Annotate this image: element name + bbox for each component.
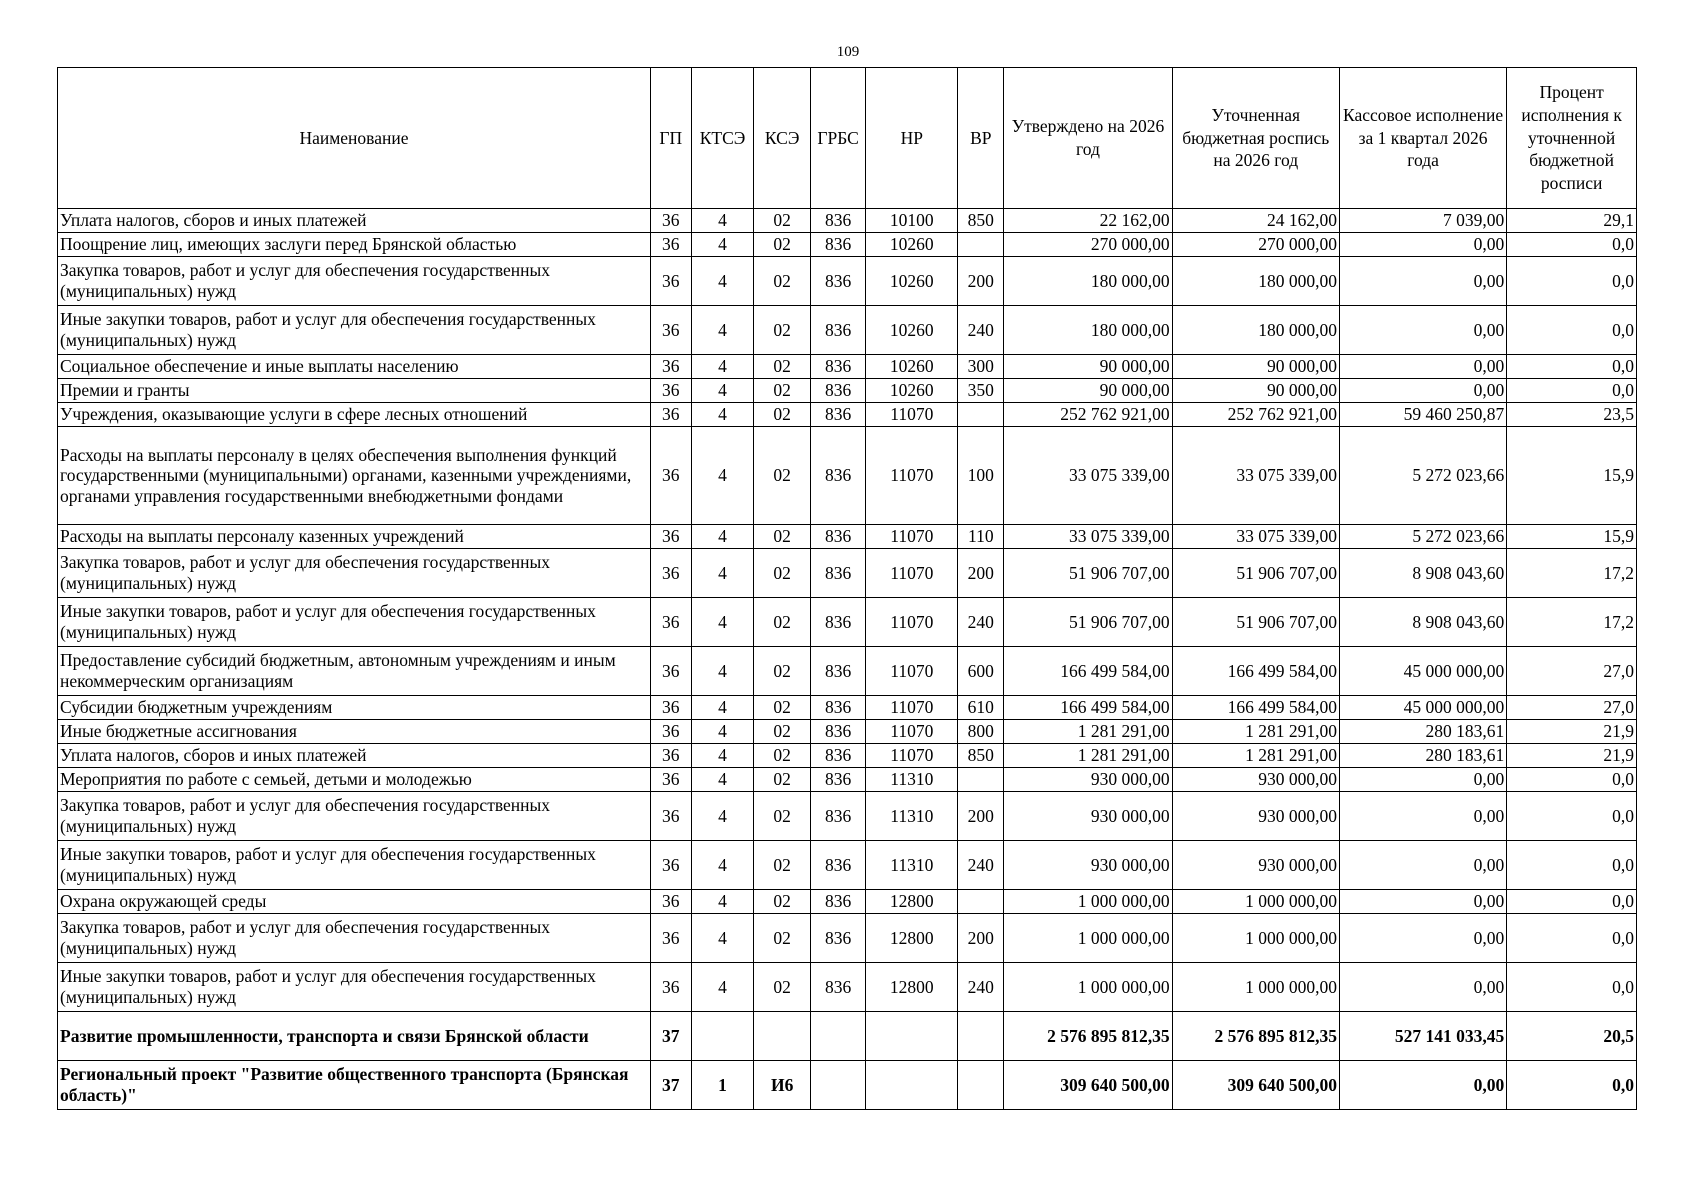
cell-name: Предоставление субсидий бюджетным, автономным учреждениям и иным некоммерческим организациям [58,647,651,696]
cell-approved: 180 000,00 [1004,306,1172,355]
cell-gp: 36 [650,525,691,549]
cell-name: Закупка товаров, работ и услуг для обеспечения государственных (муниципальных) нужд [58,257,651,306]
table-row [58,914,1637,963]
page-number: 109 [836,44,860,60]
cell-approved: 1 000 000,00 [1004,963,1172,1012]
cell-ktse: 4 [691,841,754,890]
cell-percent: 0,0 [1507,768,1637,792]
cell-name: Иные закупки товаров, работ и услуг для обеспечения государственных (муниципальных) нужд [58,306,651,355]
cell-vr: 240 [958,841,1004,890]
cell-percent: 21,9 [1507,720,1637,744]
cell-approved: 180 000,00 [1004,257,1172,306]
cell-gp: 36 [650,598,691,647]
cell-grbs [810,1012,865,1061]
cell-ktse: 1 [691,1061,754,1110]
cell-nr: 12800 [866,890,958,914]
header-gp: ГП [650,68,691,209]
cell-refined: 309 640 500,00 [1172,1061,1339,1110]
cell-cash: 8 908 043,60 [1339,598,1506,647]
cell-percent: 0,0 [1507,306,1637,355]
cell-refined: 930 000,00 [1172,792,1339,841]
header-cash: Кассовое исполнение за 1 квартал 2026 года [1339,68,1506,209]
header-vr: ВР [958,68,1004,209]
budget-table [57,67,1637,1110]
cell-refined: 90 000,00 [1172,355,1339,379]
cell-cash: 0,00 [1339,379,1506,403]
table-body [58,209,1637,1110]
cell-ktse: 4 [691,403,754,427]
cell-refined: 180 000,00 [1172,306,1339,355]
cell-kse: И6 [754,1061,810,1110]
table-row [58,647,1637,696]
table-row [58,1012,1637,1061]
cell-vr [958,403,1004,427]
cell-cash: 0,00 [1339,768,1506,792]
cell-grbs: 836 [810,549,865,598]
cell-kse: 02 [754,744,810,768]
cell-refined: 270 000,00 [1172,233,1339,257]
cell-percent: 27,0 [1507,696,1637,720]
cell-percent: 15,9 [1507,525,1637,549]
cell-cash: 0,00 [1339,914,1506,963]
cell-nr: 11070 [866,696,958,720]
cell-gp: 36 [650,549,691,598]
cell-nr: 11070 [866,720,958,744]
cell-ktse: 4 [691,525,754,549]
cell-ktse: 4 [691,257,754,306]
cell-name: Закупка товаров, работ и услуг для обеспечения государственных (муниципальных) нужд [58,914,651,963]
cell-nr: 10260 [866,233,958,257]
cell-kse: 02 [754,647,810,696]
cell-refined: 166 499 584,00 [1172,647,1339,696]
cell-name: Учреждения, оказывающие услуги в сфере лесных отношений [58,403,651,427]
cell-nr: 10260 [866,379,958,403]
cell-percent: 17,2 [1507,598,1637,647]
cell-vr: 610 [958,696,1004,720]
cell-nr: 11310 [866,792,958,841]
cell-nr: 12800 [866,914,958,963]
cell-name: Охрана окружающей среды [58,890,651,914]
cell-kse: 02 [754,720,810,744]
cell-vr: 850 [958,744,1004,768]
cell-approved: 930 000,00 [1004,841,1172,890]
cell-kse: 02 [754,209,810,233]
cell-name: Мероприятия по работе с семьей, детьми и молодежью [58,768,651,792]
cell-ktse [691,1012,754,1061]
cell-ktse: 4 [691,209,754,233]
cell-refined: 180 000,00 [1172,257,1339,306]
cell-vr [958,233,1004,257]
cell-ktse: 4 [691,598,754,647]
cell-cash: 0,00 [1339,355,1506,379]
cell-percent: 0,0 [1507,792,1637,841]
cell-grbs: 836 [810,647,865,696]
cell-ktse: 4 [691,696,754,720]
table-row [58,549,1637,598]
cell-grbs: 836 [810,379,865,403]
cell-gp: 36 [650,914,691,963]
cell-nr: 11070 [866,744,958,768]
header-name: Наименование [58,68,651,209]
header-ktse: КТСЭ [691,68,754,209]
cell-kse: 02 [754,379,810,403]
cell-cash: 7 039,00 [1339,209,1506,233]
cell-gp: 36 [650,744,691,768]
cell-grbs: 836 [810,792,865,841]
cell-nr: 11070 [866,525,958,549]
cell-ktse: 4 [691,744,754,768]
cell-approved: 22 162,00 [1004,209,1172,233]
cell-refined: 1 281 291,00 [1172,744,1339,768]
cell-gp: 36 [650,306,691,355]
cell-approved: 930 000,00 [1004,792,1172,841]
cell-approved: 1 281 291,00 [1004,744,1172,768]
cell-kse: 02 [754,768,810,792]
cell-refined: 1 000 000,00 [1172,914,1339,963]
cell-refined: 33 075 339,00 [1172,427,1339,525]
cell-nr: 10100 [866,209,958,233]
cell-nr: 11070 [866,427,958,525]
cell-vr: 800 [958,720,1004,744]
cell-name: Уплата налогов, сборов и иных платежей [58,744,651,768]
cell-refined: 1 000 000,00 [1172,963,1339,1012]
cell-nr: 11310 [866,768,958,792]
cell-ktse: 4 [691,720,754,744]
cell-grbs: 836 [810,427,865,525]
cell-percent: 29,1 [1507,209,1637,233]
table-row [58,379,1637,403]
cell-kse: 02 [754,963,810,1012]
cell-grbs: 836 [810,963,865,1012]
cell-ktse: 4 [691,233,754,257]
cell-cash: 0,00 [1339,792,1506,841]
cell-ktse: 4 [691,768,754,792]
cell-kse: 02 [754,257,810,306]
table-row [58,306,1637,355]
cell-vr: 240 [958,963,1004,1012]
cell-nr: 10260 [866,306,958,355]
cell-percent: 0,0 [1507,355,1637,379]
cell-vr: 350 [958,379,1004,403]
cell-cash: 280 183,61 [1339,720,1506,744]
cell-gp: 37 [650,1012,691,1061]
cell-name: Иные закупки товаров, работ и услуг для обеспечения государственных (муниципальных) нужд [58,841,651,890]
cell-percent: 20,5 [1507,1012,1637,1061]
cell-grbs: 836 [810,355,865,379]
cell-name: Уплата налогов, сборов и иных платежей [58,209,651,233]
cell-kse: 02 [754,403,810,427]
table-row [58,744,1637,768]
cell-vr: 600 [958,647,1004,696]
cell-grbs: 836 [810,306,865,355]
cell-approved: 33 075 339,00 [1004,427,1172,525]
cell-kse: 02 [754,306,810,355]
cell-gp: 36 [650,963,691,1012]
cell-name: Иные закупки товаров, работ и услуг для обеспечения государственных (муниципальных) нужд [58,963,651,1012]
cell-name: Поощрение лиц, имеющих заслуги перед Брянской областью [58,233,651,257]
cell-approved: 51 906 707,00 [1004,598,1172,647]
cell-ktse: 4 [691,427,754,525]
cell-gp: 36 [650,890,691,914]
table-row [58,209,1637,233]
cell-cash: 527 141 033,45 [1339,1012,1506,1061]
cell-cash: 5 272 023,66 [1339,525,1506,549]
cell-vr: 110 [958,525,1004,549]
cell-nr [866,1061,958,1110]
cell-cash: 0,00 [1339,257,1506,306]
table-row [58,355,1637,379]
cell-cash: 0,00 [1339,306,1506,355]
cell-grbs: 836 [810,233,865,257]
cell-grbs [810,1061,865,1110]
cell-ktse: 4 [691,963,754,1012]
cell-approved: 51 906 707,00 [1004,549,1172,598]
cell-percent: 27,0 [1507,647,1637,696]
cell-name: Закупка товаров, работ и услуг для обеспечения государственных (муниципальных) нужд [58,792,651,841]
cell-grbs: 836 [810,768,865,792]
cell-kse: 02 [754,792,810,841]
cell-ktse: 4 [691,890,754,914]
cell-approved: 1 000 000,00 [1004,914,1172,963]
cell-gp: 36 [650,403,691,427]
header-nr: НР [866,68,958,209]
cell-gp: 36 [650,355,691,379]
cell-kse: 02 [754,427,810,525]
header-approved: Утверждено на 2026 год [1004,68,1172,209]
cell-approved: 166 499 584,00 [1004,647,1172,696]
cell-cash: 0,00 [1339,233,1506,257]
cell-approved: 166 499 584,00 [1004,696,1172,720]
cell-kse: 02 [754,549,810,598]
cell-vr: 240 [958,598,1004,647]
cell-refined: 1 000 000,00 [1172,890,1339,914]
cell-grbs: 836 [810,890,865,914]
cell-name: Расходы на выплаты персоналу в целях обеспечения выполнения функций государственными (муниципальными) органами, казенными учреждениями, органами управления государственными внебюджетными фондами [58,427,651,525]
cell-percent: 0,0 [1507,257,1637,306]
cell-percent: 0,0 [1507,1061,1637,1110]
cell-approved: 1 281 291,00 [1004,720,1172,744]
cell-vr: 100 [958,427,1004,525]
cell-kse [754,1012,810,1061]
cell-percent: 17,2 [1507,549,1637,598]
cell-refined: 24 162,00 [1172,209,1339,233]
cell-approved: 33 075 339,00 [1004,525,1172,549]
cell-approved: 2 576 895 812,35 [1004,1012,1172,1061]
cell-nr: 11070 [866,598,958,647]
cell-name: Развитие промышленности, транспорта и связи Брянской области [58,1012,651,1061]
table-row [58,720,1637,744]
cell-cash: 0,00 [1339,963,1506,1012]
cell-vr: 240 [958,306,1004,355]
cell-percent: 21,9 [1507,744,1637,768]
cell-nr: 11070 [866,549,958,598]
cell-cash: 5 272 023,66 [1339,427,1506,525]
cell-percent: 0,0 [1507,890,1637,914]
cell-vr [958,890,1004,914]
cell-nr: 10260 [866,355,958,379]
cell-cash: 59 460 250,87 [1339,403,1506,427]
table-row [58,768,1637,792]
cell-approved: 1 000 000,00 [1004,890,1172,914]
cell-name: Субсидии бюджетным учреждениям [58,696,651,720]
cell-percent: 0,0 [1507,233,1637,257]
cell-gp: 36 [650,257,691,306]
cell-cash: 280 183,61 [1339,744,1506,768]
cell-approved: 90 000,00 [1004,355,1172,379]
cell-nr: 11310 [866,841,958,890]
cell-refined: 166 499 584,00 [1172,696,1339,720]
cell-refined: 1 281 291,00 [1172,720,1339,744]
table-row [58,403,1637,427]
cell-refined: 51 906 707,00 [1172,549,1339,598]
cell-kse: 02 [754,355,810,379]
cell-ktse: 4 [691,549,754,598]
cell-ktse: 4 [691,379,754,403]
table-row [58,598,1637,647]
cell-kse: 02 [754,233,810,257]
cell-kse: 02 [754,890,810,914]
cell-vr: 200 [958,792,1004,841]
table-row [58,257,1637,306]
cell-kse: 02 [754,525,810,549]
cell-percent: 0,0 [1507,379,1637,403]
cell-gp: 37 [650,1061,691,1110]
cell-name: Региональный проект "Развитие общественного транспорта (Брянская область)" [58,1061,651,1110]
table-row [58,233,1637,257]
cell-nr: 12800 [866,963,958,1012]
table-row [58,841,1637,890]
cell-kse: 02 [754,598,810,647]
cell-ktse: 4 [691,306,754,355]
cell-kse: 02 [754,696,810,720]
cell-approved: 309 640 500,00 [1004,1061,1172,1110]
cell-percent: 0,0 [1507,841,1637,890]
cell-nr: 11070 [866,647,958,696]
cell-gp: 36 [650,696,691,720]
cell-refined: 33 075 339,00 [1172,525,1339,549]
cell-vr: 300 [958,355,1004,379]
cell-percent: 0,0 [1507,963,1637,1012]
header-kse: КСЭ [754,68,810,209]
cell-vr: 200 [958,257,1004,306]
cell-grbs: 836 [810,257,865,306]
cell-approved: 930 000,00 [1004,768,1172,792]
cell-kse: 02 [754,841,810,890]
cell-percent: 23,5 [1507,403,1637,427]
cell-refined: 2 576 895 812,35 [1172,1012,1339,1061]
cell-refined: 930 000,00 [1172,768,1339,792]
cell-refined: 930 000,00 [1172,841,1339,890]
cell-grbs: 836 [810,841,865,890]
cell-vr: 200 [958,914,1004,963]
cell-ktse: 4 [691,647,754,696]
table-row [58,890,1637,914]
cell-refined: 51 906 707,00 [1172,598,1339,647]
header-percent: Процент исполнения к уточненной бюджетной росписи [1507,68,1637,209]
cell-percent: 0,0 [1507,914,1637,963]
cell-grbs: 836 [810,598,865,647]
table-row [58,696,1637,720]
cell-vr: 200 [958,549,1004,598]
cell-refined: 252 762 921,00 [1172,403,1339,427]
cell-refined: 90 000,00 [1172,379,1339,403]
cell-gp: 36 [650,233,691,257]
cell-grbs: 836 [810,744,865,768]
cell-grbs: 836 [810,525,865,549]
cell-vr [958,1012,1004,1061]
cell-vr: 850 [958,209,1004,233]
cell-name: Иные бюджетные ассигнования [58,720,651,744]
cell-cash: 8 908 043,60 [1339,549,1506,598]
cell-gp: 36 [650,720,691,744]
cell-grbs: 836 [810,696,865,720]
cell-gp: 36 [650,647,691,696]
cell-name: Расходы на выплаты персоналу казенных учреждений [58,525,651,549]
cell-name: Иные закупки товаров, работ и услуг для обеспечения государственных (муниципальных) нужд [58,598,651,647]
cell-nr: 11070 [866,403,958,427]
cell-cash: 0,00 [1339,841,1506,890]
cell-gp: 36 [650,768,691,792]
table-row [58,525,1637,549]
cell-name: Премии и гранты [58,379,651,403]
cell-percent: 15,9 [1507,427,1637,525]
cell-ktse: 4 [691,355,754,379]
cell-cash: 45 000 000,00 [1339,696,1506,720]
cell-name: Социальное обеспечение и иные выплаты населению [58,355,651,379]
cell-gp: 36 [650,209,691,233]
header-grbs: ГРБС [810,68,865,209]
cell-grbs: 836 [810,914,865,963]
cell-kse: 02 [754,914,810,963]
cell-nr [866,1012,958,1061]
cell-approved: 270 000,00 [1004,233,1172,257]
table-row [58,427,1637,525]
cell-cash: 45 000 000,00 [1339,647,1506,696]
table-row [58,792,1637,841]
cell-approved: 90 000,00 [1004,379,1172,403]
cell-grbs: 836 [810,403,865,427]
cell-approved: 252 762 921,00 [1004,403,1172,427]
cell-vr [958,768,1004,792]
cell-ktse: 4 [691,792,754,841]
cell-gp: 36 [650,427,691,525]
cell-cash: 0,00 [1339,1061,1506,1110]
cell-vr [958,1061,1004,1110]
header-refined: Уточненная бюджетная роспись на 2026 год [1172,68,1339,209]
table-row [58,963,1637,1012]
cell-cash: 0,00 [1339,890,1506,914]
table-header-row [58,68,1637,209]
cell-gp: 36 [650,379,691,403]
cell-name: Закупка товаров, работ и услуг для обеспечения государственных (муниципальных) нужд [58,549,651,598]
cell-grbs: 836 [810,720,865,744]
table-row [58,1061,1637,1110]
cell-gp: 36 [650,792,691,841]
cell-ktse: 4 [691,914,754,963]
cell-nr: 10260 [866,257,958,306]
cell-gp: 36 [650,841,691,890]
cell-grbs: 836 [810,209,865,233]
